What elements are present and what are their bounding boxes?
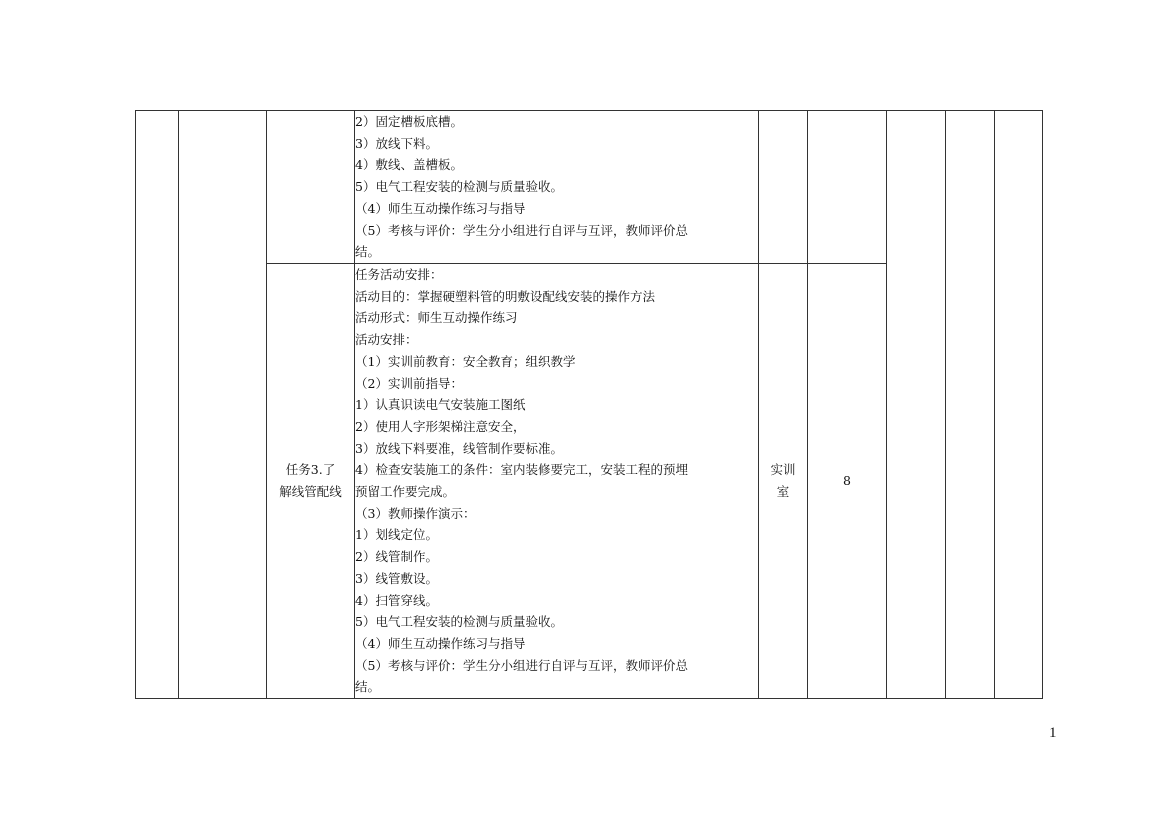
- content-line: （4）师生互动操作练习与指导: [355, 200, 526, 216]
- content-line: 5）电气工程安装的检测与质量验收。: [355, 614, 563, 630]
- content-line: 3）放线下料要准，线管制作要标准。: [355, 440, 563, 456]
- content-line: （4）师生互动操作练习与指导: [355, 635, 526, 651]
- empty-cell: [995, 111, 1043, 699]
- task-cell: [267, 264, 355, 699]
- content-line: 活动形式：师生互动操作练习: [355, 310, 518, 326]
- content-line: 1）认真识读电气安装施工图纸: [355, 397, 526, 413]
- content-line: 4）检查安装施工的条件：室内装修要完工，安装工程的预埋: [355, 462, 688, 478]
- content-line: 5）电气工程安装的检测与质量验收。: [355, 179, 563, 195]
- content-line: 2）线管制作。: [355, 549, 438, 565]
- content-line: （3）教师操作演示：: [355, 505, 476, 521]
- content-line: 1）划线定位。: [355, 527, 438, 543]
- activity-content-cell: [355, 111, 759, 264]
- empty-cell: [887, 111, 946, 699]
- content-line: 2）使用人字形架梯注意安全，: [355, 418, 526, 434]
- content-line: （5）考核与评价：学生分小组进行自评与互评，教师评价总: [355, 657, 688, 673]
- task-title-line: 任务3.了: [285, 462, 336, 478]
- task-cell: [267, 111, 355, 264]
- content-line: （1）实训前教育：安全教育；组织教学: [355, 353, 576, 369]
- content-line: 4）敷线、盖槽板。: [355, 157, 463, 173]
- venue-cell: [759, 111, 808, 264]
- hours-cell: 8: [808, 264, 887, 699]
- content-line: 活动安排：: [355, 332, 418, 348]
- content-line: 预留工作要完成。: [355, 484, 456, 500]
- venue-line: 室: [776, 484, 790, 500]
- content-line: （2）实训前指导：: [355, 375, 463, 391]
- page-number: 1: [1049, 725, 1057, 741]
- empty-cell: [136, 111, 179, 699]
- lesson-plan-table: [135, 110, 1043, 699]
- content-line: 结。: [355, 244, 381, 260]
- activity-content-cell: [355, 264, 759, 699]
- content-line: 3）放线下料。: [355, 135, 438, 151]
- venue-cell: [759, 264, 808, 699]
- content-line: 活动目的：掌握硬塑料管的明敷设配线安装的操作方法: [355, 288, 656, 304]
- venue-line: 实训: [770, 462, 796, 478]
- empty-cell: [946, 111, 995, 699]
- content-line: 3）线管敷设。: [355, 570, 438, 586]
- hours-cell: [808, 111, 887, 264]
- content-line: 结。: [355, 679, 381, 695]
- empty-cell: [179, 111, 267, 699]
- task-title-line: 解线管配线: [279, 484, 342, 500]
- content-line: 任务活动安排：: [355, 267, 443, 282]
- content-line: （5）考核与评价：学生分小组进行自评与互评，教师评价总: [355, 222, 688, 238]
- table-row: [136, 111, 1043, 264]
- content-line: 2）固定槽板底槽。: [355, 114, 463, 129]
- content-line: 4）扫管穿线。: [355, 592, 438, 608]
